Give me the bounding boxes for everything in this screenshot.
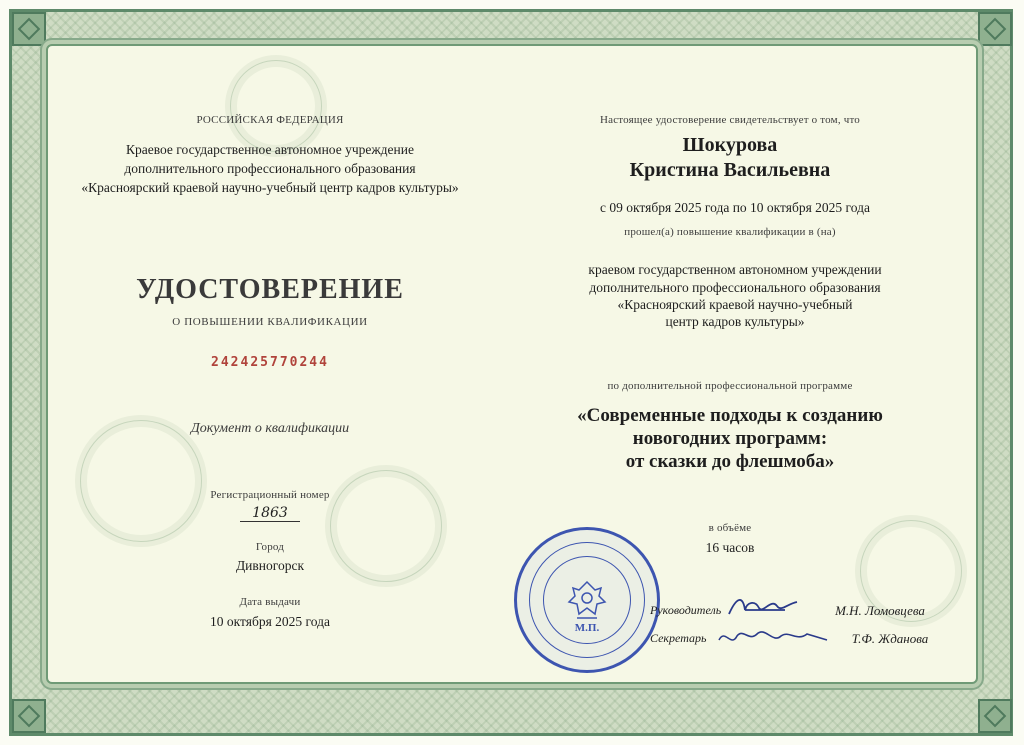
city-label: Город: [255, 541, 285, 553]
seal-mark: М.П.: [574, 622, 600, 634]
registration-label: Регистрационный номер: [210, 489, 330, 501]
head-signature-icon: [725, 592, 805, 622]
issuer-line-1: Краевое государственное автономное учреждение: [125, 142, 414, 157]
issue-date: 10 октября 2025 года: [210, 614, 330, 629]
issuer-line-2: дополнительного профессионального образования: [124, 161, 416, 176]
corner-ornament: [978, 699, 1012, 733]
registration-number: 1863: [240, 505, 300, 522]
official-seal: [514, 527, 660, 673]
secretary-label: Секретарь: [650, 631, 707, 645]
document-title: УДОСТОВЕРЕНИЕ: [136, 274, 404, 305]
corner-ornament: [978, 12, 1012, 46]
guilloche-ornament: [330, 470, 442, 582]
document-subtitle: О ПОВЫШЕНИИ КВАЛИФИКАЦИИ: [172, 316, 368, 328]
guilloche-ornament: [230, 60, 322, 152]
city-value: Дивногорск: [235, 558, 305, 573]
program-label: по дополнительной профессиональной программе: [607, 380, 853, 392]
institution-line-3: «Красноярский краевой научно-учебный: [617, 297, 853, 312]
institution-line-4: центр кадров культуры»: [665, 314, 805, 329]
program-title-line-2: новогодних программ:: [632, 428, 828, 449]
intro-text: Настоящее удостоверение свидетельствует о том, что: [599, 114, 861, 126]
program-title-line-3: от сказки до флешмоба»: [625, 451, 835, 472]
training-period: с 09 октября 2025 года по 10 октября 2025 года: [600, 200, 870, 215]
passed-text: прошел(а) повышение квалификации в (на): [624, 226, 836, 238]
country-label: РОССИЙСКАЯ ФЕДЕРАЦИЯ: [196, 114, 344, 126]
holder-given-names: Кристина Васильевна: [629, 159, 831, 181]
corner-ornament: [12, 12, 46, 46]
secretary-name: Т.Ф. Жданова: [851, 631, 929, 646]
issue-date-label: Дата выдачи: [239, 596, 301, 608]
head-name: М.Н. Ломовцева: [835, 603, 925, 618]
volume-label: в объёме: [708, 522, 752, 534]
institution-line-2: дополнительного профессионального образования: [589, 280, 881, 295]
head-label: Руководитель: [650, 603, 722, 617]
guilloche-ornament: [80, 420, 202, 542]
holder-surname: Шокурова: [682, 134, 778, 156]
corner-ornament: [12, 699, 46, 733]
volume-hours: 16 часов: [705, 540, 755, 555]
serial-number: 242425770244: [211, 355, 329, 370]
secretary-signature-icon: [715, 622, 835, 652]
document-type: Документ о квалификации: [190, 421, 350, 436]
institution-line-1: краевом государственном автономном учреждении: [588, 262, 882, 277]
program-title-line-1: «Современные подходы к созданию: [577, 405, 883, 426]
issuer-line-3: «Красноярский краевой научно-учебный центр кадров культуры»: [81, 180, 459, 195]
coat-of-arms-icon: [517, 530, 657, 670]
